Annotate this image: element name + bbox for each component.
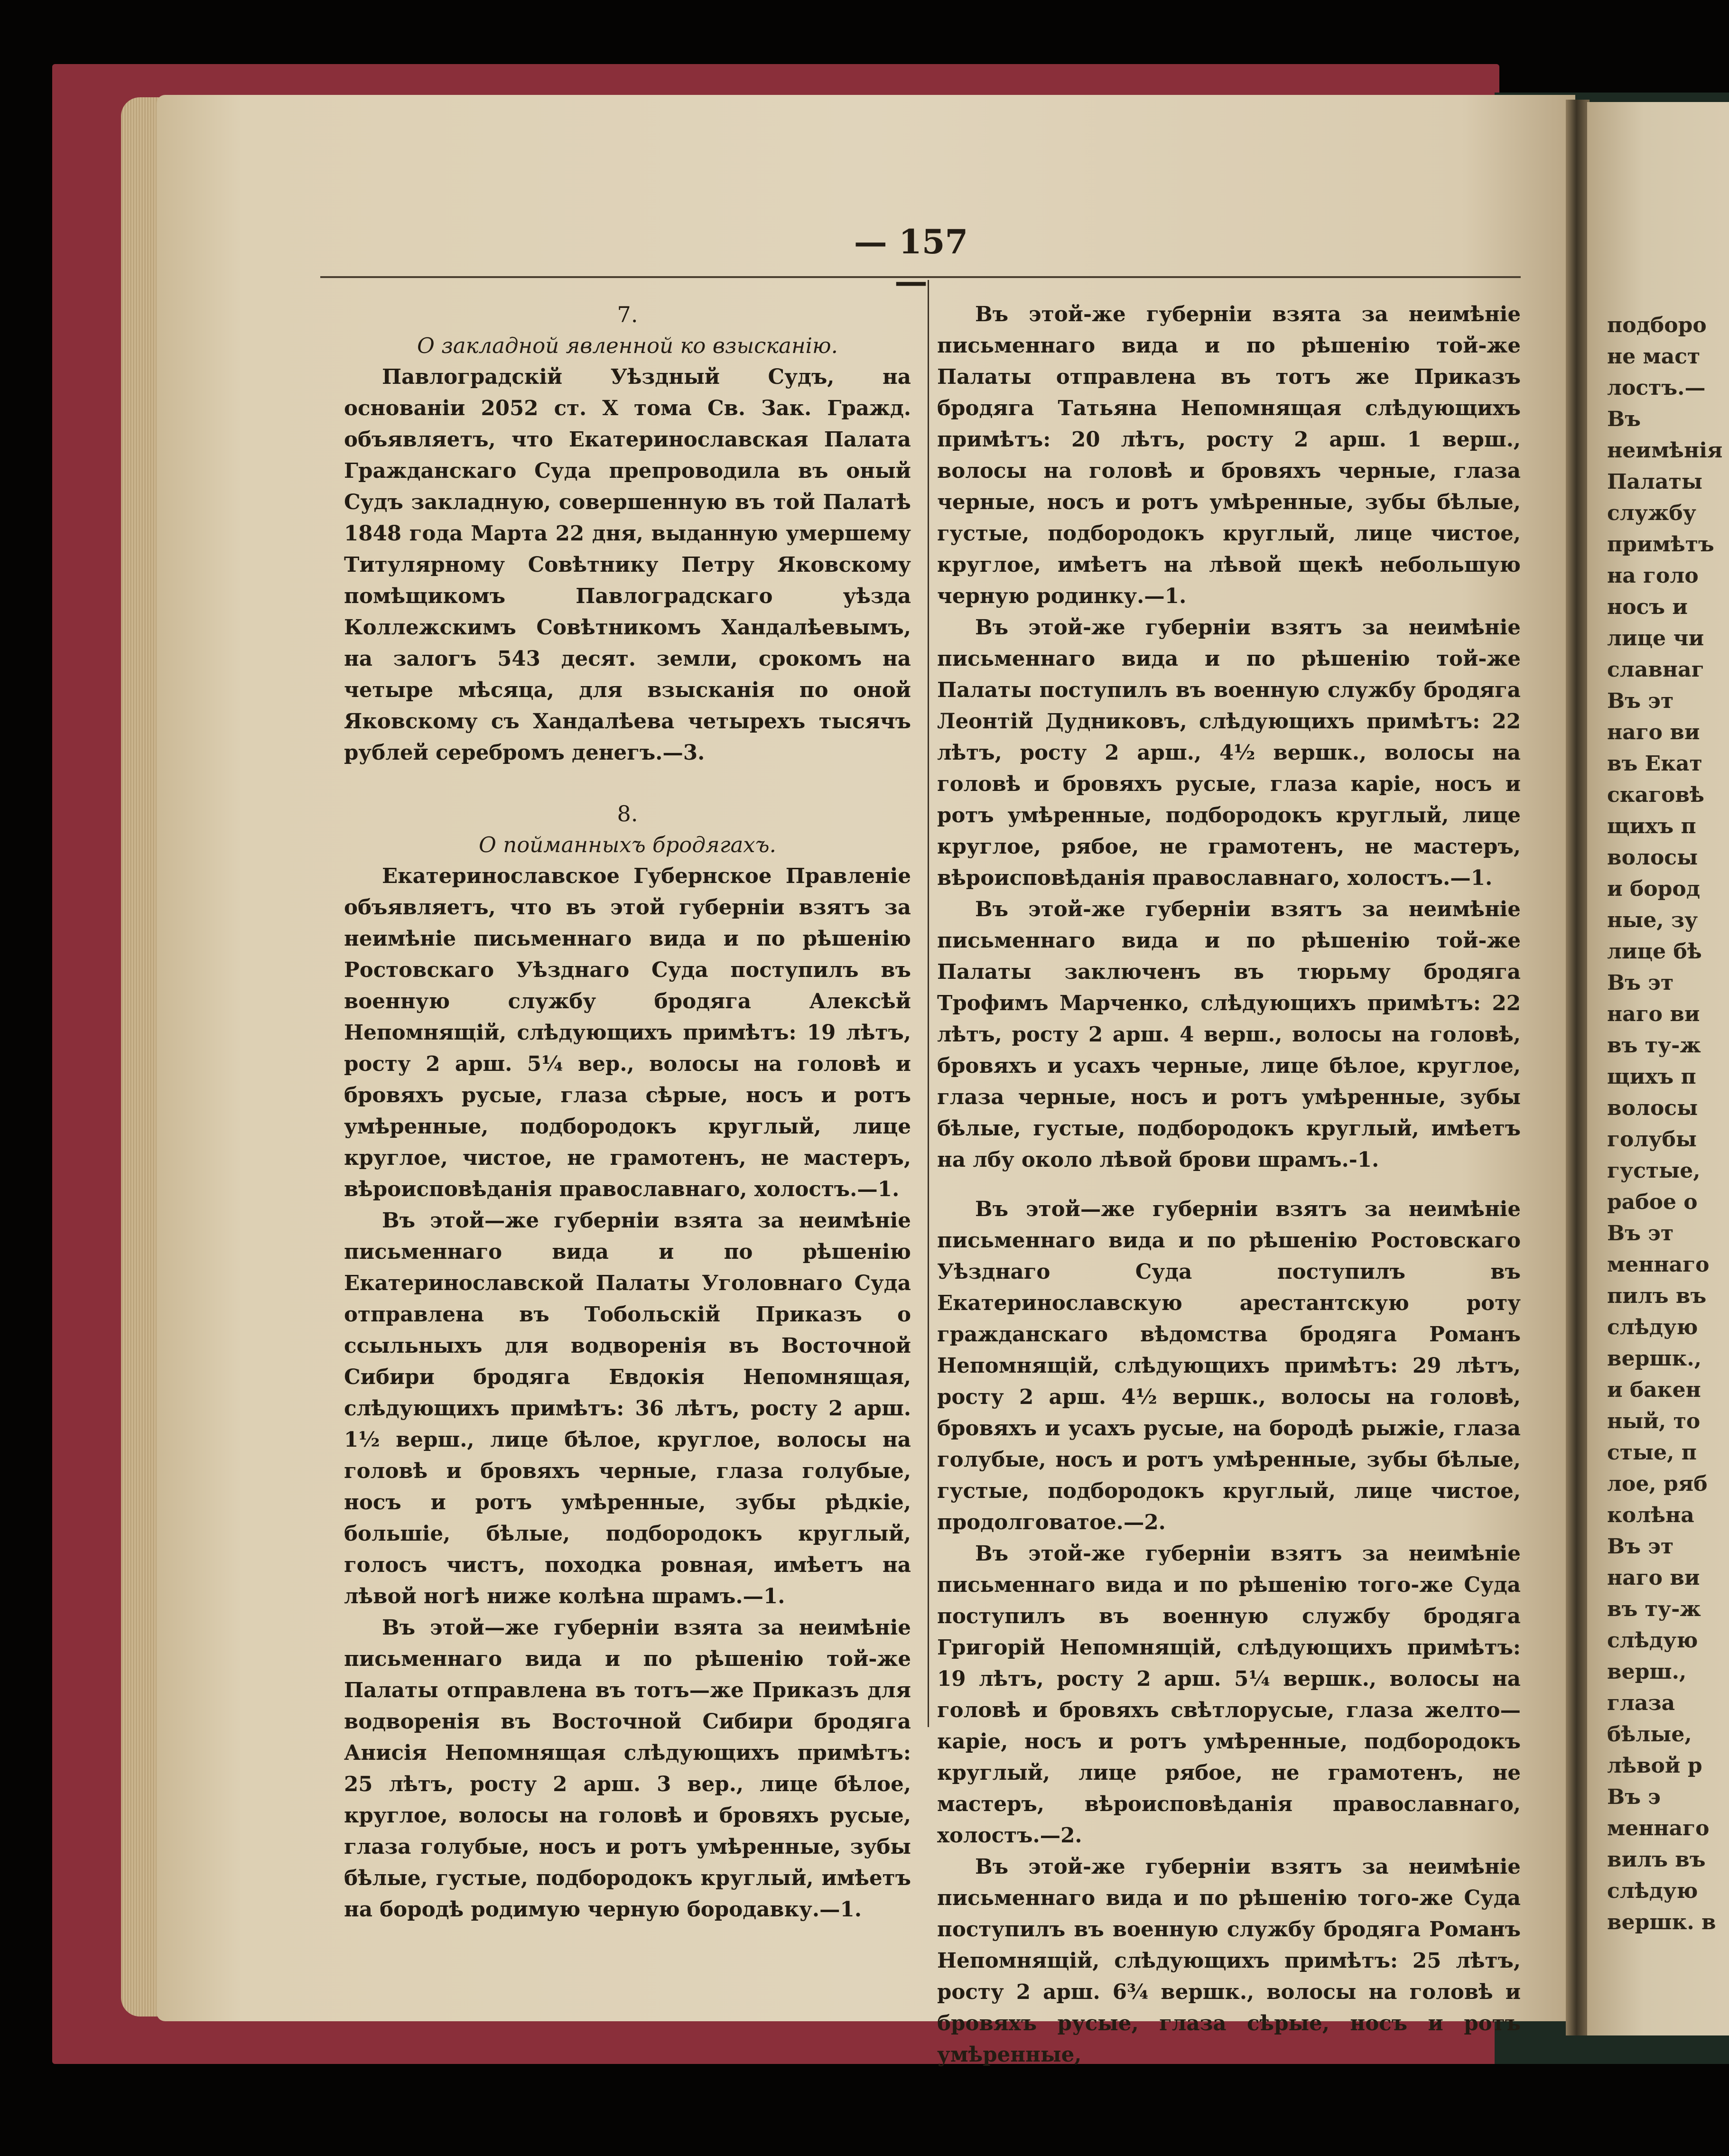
paragraph: Въ этой-же губерніи взятъ за неимѣніе письменнаго вида и по рѣшенію той-же Палаты заключенъ въ тюрьму бродяга Трофимъ Марченко, слѣдующихъ примѣтъ: 22 лѣтъ, росту 2 арш. 4 верш., волосы на головѣ, бровяхъ и усахъ черные, лице бѣлое, круглое, глаза черные, носъ и ротъ умѣренные, зубы бѣлые, густые, подбородокъ круглый, имѣетъ на лбу около лѣвой брови шрамъ.-1. [937, 897, 1521, 1172]
next-page-fragment: и бакен [1607, 1378, 1701, 1402]
next-page-fragment: слѣдую [1607, 1628, 1698, 1653]
next-page-fragment: въ ту-ж [1607, 1597, 1701, 1621]
right-column [937, 299, 1521, 2071]
paragraph: Въ этой-же губерніи взятъ за неимѣніе письменнаго вида и по рѣшенію той-же Палаты поступилъ въ военную службу бродяга Леонтій Дудниковъ, слѣдующихъ примѣтъ: 22 лѣтъ, росту 2 арш., 4½ вершк., волосы на головѣ и бровяхъ русые, глаза каріе, носъ и ротъ умѣренные, подбородокъ круглый, лице круглое, рябое, не грамотенъ, не мастеръ, вѣроисповѣданія православнаго, холостъ.—1. [937, 615, 1521, 890]
next-page-fragment: на голо [1607, 564, 1699, 588]
book-gutter [1566, 100, 1590, 2035]
next-page-fragment: щихъ п [1607, 1065, 1696, 1089]
next-page-fragment: лѣвой р [1607, 1754, 1702, 1778]
next-page-fragment: колѣна [1607, 1503, 1694, 1527]
next-page-fragment: глаза [1607, 1691, 1675, 1715]
section-number: 7. [617, 302, 638, 327]
paragraph: Въ этой—же губерніи взята за неимѣніе письменнаго вида и по рѣшенію той-же Палаты отправлена въ тотъ—же Приказъ для водворенія въ Восточной Сибири бродяга Анисія Непомнящая слѣдующихъ примѣтъ: 25 лѣтъ, росту 2 арш. 3 вер., лице бѣлое, круглое, волосы на головѣ и бровяхъ русые, глаза голубые, носъ и ротъ умѣренные, зубы бѣлые, густые, подбородокъ круглый, имѣетъ на бородѣ родимую черную бородавку.—1. [344, 1616, 911, 1922]
paragraph: Екатеринославское Губернское Правленіе объявляетъ, что въ этой губерніи взятъ за неимѣніе письменнаго вида и по рѣшенію Ростовскаго Уѣзднаго Суда поступилъ въ военную службу бродяга Алексѣй Непомнящій, слѣдующихъ примѣтъ: 19 лѣтъ, росту 2 арш. 5¼ вер., волосы на головѣ и бровяхъ русые, глаза сѣрые, носъ и ротъ умѣренные, подбородокъ круглый, лице круглое, чистое, не грамотенъ, не мастеръ, вѣроисповѣданія православнаго, холостъ.—1. [344, 864, 911, 1201]
next-page-fragment: лице чи [1607, 626, 1704, 651]
next-page-fragment: лое, ряб [1607, 1472, 1708, 1496]
next-page-fragment: не маст [1607, 344, 1701, 369]
next-page-fragment: верш., [1607, 1660, 1687, 1684]
next-page-fragment: примѣтъ [1607, 532, 1714, 557]
next-page-fragment: ные, зу [1607, 908, 1698, 932]
paragraph: Въ этой—же губерніи взята за неимѣніе письменнаго вида и по рѣшенію Екатеринославской Палаты Уголовнаго Суда отправлена въ Тобольскій Приказъ о ссыльныхъ для водворенія въ Восточной Сибири бродяга Евдокія Непомнящая, слѣдующихъ примѣтъ: 36 лѣтъ, росту 2 арш. 1½ верш., лице бѣлое, круглое, волосы на головѣ и бровяхъ черные, глаза голубые, носъ и ротъ умѣренные, зубы рѣдкіе, большіе, бѣлые, подбородокъ круглый, голосъ чистъ, походка ровная, имѣетъ на лѣвой ногѣ ниже колѣна шрамъ.—1. [344, 1208, 911, 1608]
paragraph: Павлоградскій Уѣздный Судъ, на основаніи 2052 ст. X тома Св. Зак. Гражд. объявляетъ, что Екатеринославская Палата Гражданскаго Суда препроводила въ оный Судъ закладную, совершенную въ той Палатѣ 1848 года Марта 22 дня, выданную умершему Титулярному Совѣтнику Петру Яковскому помѣщикомъ Павлоградскаго уѣзда Коллежскимъ Совѣтникомъ Хандалѣевымъ, на залогъ 543 десят. земли, срокомъ на четыре мѣсяца, для взысканія по оной Яковскому съ Хандалѣева четырехъ тысячъ рублей серебромъ денегъ.—3. [344, 365, 911, 765]
next-page-fragment: наго ви [1607, 720, 1700, 744]
paragraph: Въ этой-же губерніи взята за неимѣніе письменнаго вида и по рѣшенію той-же Палаты отправлена въ тотъ же Приказъ бродяга Татьяна Непомнящая слѣдующихъ примѣтъ: 20 лѣтъ, росту 2 арш. 1 верш., волосы на головѣ и бровяхъ черные, глаза черные, носъ и ротъ умѣренные, зубы бѣлые, густые, подбородокъ круглый, лице чистое, круглое, имѣетъ на лѣвой щекѣ небольшую черную родинку.—1. [937, 302, 1521, 608]
next-page-fragment: службу [1607, 501, 1696, 525]
left-column [344, 299, 911, 1925]
next-page-fragment: густые, [1607, 1159, 1701, 1183]
next-page-fragment: слѣдую [1607, 1315, 1698, 1339]
next-page-fragment: голубы [1607, 1127, 1697, 1152]
next-page-fragment: въ Екат [1607, 752, 1702, 776]
paragraph: Въ этой—же губерніи взятъ за неимѣніе письменнаго вида и по рѣшенію Ростовскаго Уѣзднаго Суда поступилъ въ Екатеринославскую арестантскую роту гражданскаго вѣдомства бродяга Романъ Непомнящій, слѣдующихъ примѣтъ: 29 лѣтъ, росту 2 арш. 4½ вершк., волосы на головѣ, бровяхъ и усахъ русые, на бородѣ рыжіе, глаза голубые, носъ и ротъ умѣренные, зубы бѣлые, густые, подбородокъ круглый, лице чистое, продолговатое.—2. [937, 1197, 1521, 1534]
next-page-fragment: скаговѣ [1607, 783, 1704, 807]
next-page-fragment: Въ эт [1607, 971, 1674, 995]
next-page-fragment: славнаг [1607, 658, 1704, 682]
next-page-fragment: вершк. в [1607, 1910, 1716, 1934]
next-page-fragment: Въ эт [1607, 1534, 1674, 1559]
next-page-fragment: меннаго [1607, 1253, 1710, 1277]
paragraph: Въ этой-же губерніи взятъ за неимѣніе письменнаго вида и по рѣшенію того-же Суда поступилъ въ военную службу бродяга Романъ Непомнящій, слѣдующихъ примѣтъ: 25 лѣтъ, росту 2 арш. 6¾ вершк., волосы на головѣ и бровяхъ русые, глаза сѣрые, носъ и ротъ умѣренные, [937, 1855, 1521, 2067]
paragraph: Въ этой-же губерніи взятъ за неимѣніе письменнаго вида и по рѣшенію того-же Суда поступилъ въ военную службу бродяга Григорій Непомнящій, слѣдующихъ примѣтъ: 19 лѣтъ, росту 2 арш. 5¼ вершк., волосы на головѣ и бровяхъ свѣтлорусые, глаза желто—каріе, носъ и ротъ умѣренные, подбородокъ круглый, лице рябое, не грамотенъ, не мастеръ, вѣроисповѣданія православнаго, холостъ.—2. [937, 1542, 1521, 1848]
next-page-fragment: вершк., [1607, 1347, 1702, 1371]
next-page-fragment: меннаго [1607, 1816, 1710, 1840]
next-page-fragment: вилъ въ [1607, 1848, 1706, 1872]
next-page-fragment: бѣлые, [1607, 1722, 1692, 1747]
next-page-fragment: наго ви [1607, 1002, 1700, 1026]
right-page-fragment [1587, 102, 1729, 2035]
next-page-fragment: Въ [1607, 407, 1641, 431]
next-page-fragment: Палаты [1607, 470, 1702, 494]
next-page-fragment: лостъ.— [1607, 376, 1706, 400]
page-number: — 157 — [854, 222, 968, 301]
next-page-fragment: Въ эт [1607, 1221, 1674, 1245]
next-page-fragment: неимѣнія [1607, 438, 1723, 463]
next-page-fragment: пилъ въ [1607, 1284, 1707, 1308]
next-page-fragment: слѣдую [1607, 1879, 1698, 1903]
next-page-fragment: Въ э [1607, 1785, 1661, 1809]
section-title: О закладной явленной ко взысканію. [417, 333, 838, 358]
next-page-fragment: рабое о [1607, 1190, 1698, 1214]
next-page-fragment: лице бѣ [1607, 939, 1702, 964]
next-page-fragment: Въ эт [1607, 689, 1674, 713]
next-page-fragment: волосы [1607, 846, 1698, 870]
next-page-fragment: подборо [1607, 313, 1707, 337]
next-page-fragment: и бород [1607, 877, 1701, 901]
next-page-fragment: въ ту-ж [1607, 1033, 1701, 1058]
column-divider [928, 280, 929, 1727]
section-number: 8. [617, 801, 638, 827]
next-page-fragment: ный, то [1607, 1409, 1701, 1433]
next-page-fragment: волосы [1607, 1096, 1698, 1120]
next-page-fragment: носъ и [1607, 595, 1688, 619]
next-page-fragment: наго ви [1607, 1566, 1700, 1590]
next-page-fragment: щихъ п [1607, 814, 1696, 838]
header-rule [320, 276, 1521, 278]
section-title: О пойманныхъ бродягахъ. [479, 832, 776, 857]
next-page-fragment: стые, п [1607, 1440, 1697, 1465]
